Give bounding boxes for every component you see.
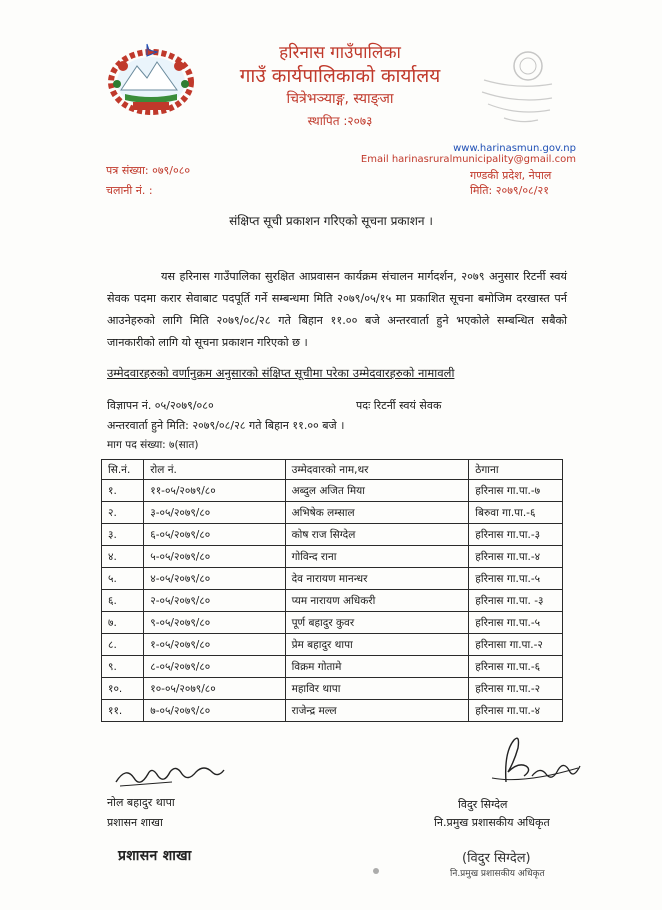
left-signatory-name: नोल बहादुर थापा (107, 796, 175, 809)
header-name: उम्मेदवारको नाम,थर (285, 460, 469, 480)
table-row (102, 678, 563, 700)
notice-title: संक्षिप्त सूची प्रकाशन गरिएको सूचना प्रकाशन । (229, 214, 433, 228)
header-serial: सि.नं. (102, 460, 144, 480)
table-row (102, 480, 563, 502)
cell-serial: ६. (102, 590, 144, 612)
website-link[interactable]: www.harinasmun.gov.np (453, 143, 576, 154)
dispatch-number: चलानी नं. : (106, 184, 153, 197)
cell-roll: ८-०५/२०७९/८० (144, 656, 285, 678)
cell-roll: १०-०५/२०७९/८० (144, 678, 285, 700)
cell-serial: ८. (102, 634, 144, 656)
cell-roll: १-०५/२०७९/८० (144, 634, 285, 656)
left-signature-mark (112, 760, 227, 792)
cell-serial: १०. (102, 678, 144, 700)
right-signatory-title: नि.प्रमुख प्रशासकीय अधिकृत (434, 816, 550, 829)
cell-name: अभिषेक लम्साल (285, 502, 469, 524)
cell-roll: ६-०५/२०७९/८० (144, 524, 285, 546)
cell-serial: १. (102, 480, 144, 502)
list-subheading: उम्मेदवारहरुको वर्णानुक्रम अनुसारको संक्षिप्त सूचीमा परेका उम्मेदवारहरुको नामावली (107, 366, 455, 380)
cell-serial: ५. (102, 568, 144, 590)
cell-address: हरिनास गा.पा.-३ (469, 524, 563, 546)
cell-address: बिरुवा गा.पा.-६ (469, 502, 563, 524)
advertisement-number: विज्ञापन नं. ०५/२०७९/०८० (107, 399, 214, 412)
table-row (102, 590, 563, 612)
cell-name: राजेन्द्र मल्ल (285, 700, 469, 722)
candidate-table (101, 459, 563, 722)
cell-serial: ९. (102, 656, 144, 678)
cell-roll: २-०५/२०७९/८० (144, 590, 285, 612)
cell-roll: ९-०५/२०७९/८० (144, 612, 285, 634)
table-row (102, 612, 563, 634)
officer-stamp-title: नि.प्रमुख प्रशासकीय अधिकृत (450, 869, 545, 879)
municipality-name: हरिनास गाउँपालिका (279, 43, 401, 63)
cell-address: हरिनास गा.पा.-२ (469, 678, 563, 700)
table-row (102, 524, 563, 546)
nepal-emblem-icon (103, 38, 199, 116)
cell-serial: ३. (102, 524, 144, 546)
table-row (102, 656, 563, 678)
cell-address: हरिनासा गा.पा.-२ (469, 634, 563, 656)
demand-count: माग पद संख्या: ७(सात) (107, 439, 199, 451)
right-signatory-name: विदुर सिग्देल (458, 798, 508, 811)
cell-address: हरिनास गा.पा. -३ (469, 590, 563, 612)
left-signatory-section: प्रशासन शाखा (107, 816, 163, 829)
established-date: स्थापित :२०७३ (307, 114, 373, 128)
table-header-row (102, 460, 563, 480)
cell-name: गोविन्द राना (285, 546, 469, 568)
table-row (102, 568, 563, 590)
letter-date: मिति: २०७९/०८/२१ (470, 184, 549, 197)
cell-address: हरिनास गा.पा.-६ (469, 656, 563, 678)
cell-address: हरिनास गा.पा.-४ (469, 546, 563, 568)
interview-date: अन्तरवार्ता हुने मिति: २०७९/०८/२८ गते बिहान ११.०० बजे । (107, 419, 345, 432)
office-location: चित्रेभञ्याङ्ग, स्याङ्जा (286, 91, 394, 107)
letter-number: पत्र संख्या: ०७९/०८० (106, 164, 191, 177)
email-address[interactable]: Email harinasruralmunicipality@gmail.com (360, 154, 576, 165)
cell-roll: ७-०५/२०७९/८० (144, 700, 285, 722)
header-address: ठेगाना (469, 460, 563, 480)
post-name: पदः रिटर्नी स्वयं सेवक (356, 399, 442, 412)
cell-address: हरिनास गा.पा.-४ (469, 700, 563, 722)
section-stamp: प्रशासन शाखा (118, 848, 192, 864)
right-signature-mark (484, 732, 584, 790)
province-name: गण्डकी प्रदेश, नेपाल (470, 169, 552, 182)
table-row (102, 700, 563, 722)
table-row (102, 634, 563, 656)
cell-name: महाविर थापा (285, 678, 469, 700)
cell-address: हरिनास गा.पा.-७ (469, 480, 563, 502)
cell-serial: २. (102, 502, 144, 524)
cell-name: प्रेम बहादुर थापा (285, 634, 469, 656)
body-paragraph: यस हरिनास गाउँपालिका सुरक्षित आप्रवासन कार्यक्रम संचालन मार्गदर्शन, २०७९ अनुसार रिटर्नी स्वयं सेवक पदमा करार सेवाबाट पदपूर्ति गर्ने सम्बन्धमा मिति २०७९/०५/१५ मा प्रकाशित सूचना बमोजिम दरखास्त पर्न आउनेहरुको लागि मिति २०७९/०८/२८ गते बिहान ११.०० बजे अन्तरवार्ता हुने भएकोले सम्बन्धित सबैको जानकारीको लागि यो सूचना प्रकाशन गरिएको छ । (107, 270, 567, 349)
cell-roll: ४-०५/२०७९/८० (144, 568, 285, 590)
cell-serial: ७. (102, 612, 144, 634)
cell-serial: ४. (102, 546, 144, 568)
cell-name: प्यम नारायण अधिकरी (285, 590, 469, 612)
ink-smudge (373, 868, 379, 874)
cell-serial: ११. (102, 700, 144, 722)
cell-roll: ३-०५/२०७९/८० (144, 502, 285, 524)
cell-name: पूर्ण बहादुर कुवर (285, 612, 469, 634)
cell-address: हरिनास गा.पा.-५ (469, 612, 563, 634)
office-name: गाउँ कार्यपालिकाको कार्यालय (239, 65, 441, 87)
notice-body (107, 266, 567, 354)
cell-address: हरिनास गा.पा.-५ (469, 568, 563, 590)
cell-name: देव नारायण मानन्धर (285, 568, 469, 590)
cell-name: कोष राज सिग्देल (285, 524, 469, 546)
table-row (102, 502, 563, 524)
table-row (102, 546, 563, 568)
officer-stamp-name: (विदुर सिग्देल) (462, 851, 531, 866)
cell-roll: ५-०५/२०७९/८० (144, 546, 285, 568)
cell-name: अब्दुल अजित मिया (285, 480, 469, 502)
cell-name: विक्रम गोतामे (285, 656, 469, 678)
cell-roll: ११-०५/२०७९/८० (144, 480, 285, 502)
header-roll: रोल नं. (144, 460, 285, 480)
